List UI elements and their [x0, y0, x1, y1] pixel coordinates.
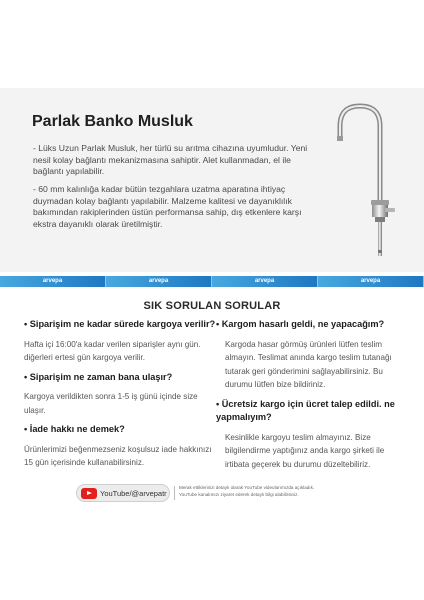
youtube-handle: YouTube/@arvepatr	[100, 489, 167, 498]
faucet-image	[330, 100, 400, 260]
faq-answer: Kesinlikle kargoyu teslim almayınız. Bize bilgilendirme yaptığınız anda kargo şirketi ile irtibata geçerek bu durumu düzeltebiliriz.	[225, 432, 385, 469]
brand-label: arvepa	[0, 276, 106, 287]
faq-answer: Hafta içi 16:00'a kadar verilen siparişler aynı gün. diğerleri ertesi gün kargoya verilir.	[24, 339, 201, 362]
youtube-banner	[76, 484, 348, 502]
faq-column-right	[216, 318, 408, 477]
faq-question: • İade hakkı ne demek?	[24, 424, 125, 434]
faq-question: • Siparişim ne kadar sürede kargoya verilir?	[24, 319, 216, 329]
brand-label: arvepa	[106, 276, 212, 287]
faq-question: • Kargom hasarlı geldi, ne yapacağım?	[216, 319, 385, 329]
youtube-note-line: YouTube kanalımızı ziyaret ederek detaylı bilgi alabilirsiniz.	[179, 491, 299, 497]
faq-answer: Kargoda hasar görmüş ürünleri lütfen teslim almayın. Teslimat anında kargo teslim tutanağı tutarak geri gönderimini sağlayabilirsiniz. Bu durumu lütfen bize bildiriniz.	[225, 339, 392, 389]
faq-question: • Ücretsiz kargo için ücret talep edildi. ne yapmalıyım?	[216, 398, 395, 422]
faq-column-left	[24, 318, 216, 476]
faq-question: • Siparişim ne zaman bana ulaşır?	[24, 371, 173, 382]
product-description-1: - Lüks Uzun Parlak Musluk, her türlü su arıtma cihazına uyumludur. Yeni nesil kolay bağlantı mekanizmasına sahiptir. Alet kullanmadan, el ile bağlantı yapılabilir.	[33, 143, 308, 177]
youtube-note	[179, 485, 349, 498]
faq-answer: Ürünlerimizi beğenmezseniz koşulsuz iade hakkınızı 15 gün içerisinde kullanabilirsiniz.	[24, 444, 212, 467]
youtube-channel-link[interactable]	[76, 484, 170, 502]
faq-heading: SIK SORULAN SORULAR	[143, 300, 281, 312]
product-description-2: - 60 mm kalınlığa kadar bütün tezgahlara uzatma aparatına ihtiyaç duymadan kolay bağlantı yapılabilir. Malzeme kalitesi ve dayanıklılık bakımından rakiplerinden üstün performansa sahip, dış etkenlere karşı ekstra dayanıklı olarak üretilmiştir.	[33, 184, 302, 229]
youtube-note-line: Merak ettiklerinizi detaylı olarak YouTube videolarımızda açıkladık.	[179, 485, 315, 490]
divider	[174, 486, 175, 500]
youtube-icon	[81, 488, 97, 499]
faq-answer: Kargoya verildikten sonra 1-5 iş günü içinde size ulaşır.	[24, 392, 198, 415]
brand-label: arvepa	[212, 276, 318, 287]
brand-label: arvepa	[318, 276, 424, 287]
brand-bar	[0, 276, 424, 287]
product-title: Parlak Banko Musluk	[32, 113, 193, 130]
